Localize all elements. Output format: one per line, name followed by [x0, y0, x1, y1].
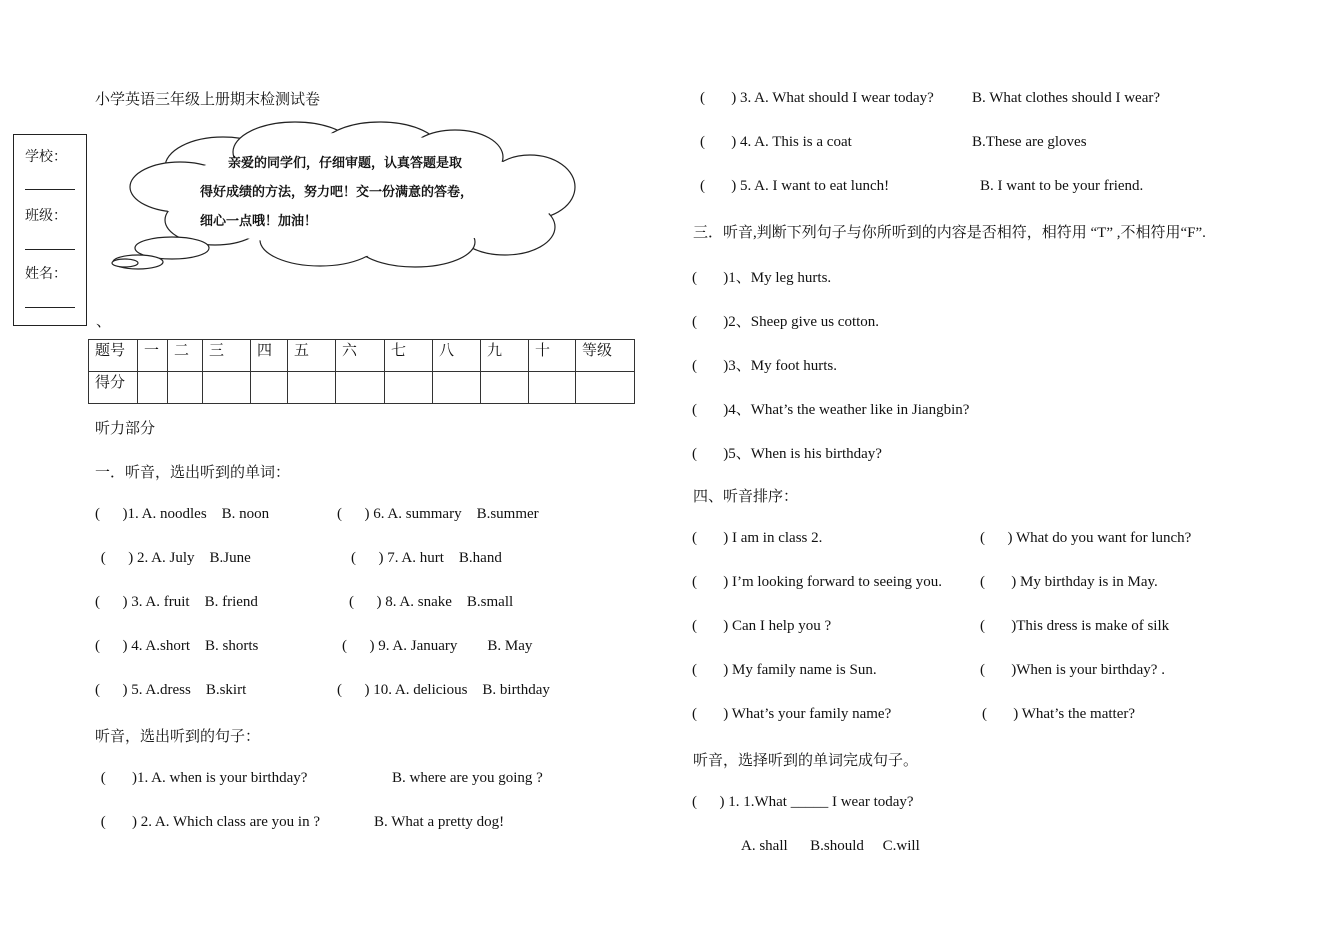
list-item: ( ) 4. A.short B. shorts — [95, 638, 259, 654]
section2-title: 听音，选出听到的句子： — [95, 729, 261, 745]
list-item: ( )1. A. noodles B. noon — [95, 506, 270, 522]
list-item: ( ) 2. A. Which class are you in ? — [97, 814, 321, 830]
score-input-cell[interactable] — [138, 372, 168, 404]
score-input-cell[interactable] — [481, 372, 529, 404]
section5-title: 听音，选择听到的单词完成句子。 — [693, 753, 919, 769]
list-item: ( ) 5. A. I want to eat lunch! — [700, 178, 890, 194]
list-item: ( ) I’m looking forward to seeing you. — [692, 574, 942, 590]
score-table — [88, 339, 635, 404]
score-table-header-row — [89, 340, 635, 372]
score-input-cell[interactable] — [251, 372, 288, 404]
list-item: ( ) What’s the matter? — [982, 706, 1136, 722]
table-cell: 五 — [288, 340, 336, 372]
list-item: ( ) What’s your family name? — [692, 706, 892, 722]
list-item: ( )1. A. when is your birthday? — [97, 770, 308, 786]
list-item: ( )1、My leg hurts. — [692, 270, 832, 286]
score-input-cell[interactable] — [385, 372, 433, 404]
name-line — [25, 307, 75, 308]
table-cell: 等级 — [576, 340, 635, 372]
score-input-cell[interactable] — [576, 372, 635, 404]
list-item: ( )When is your birthday? . — [980, 662, 1165, 678]
table-cell: 得分 — [89, 372, 138, 404]
table-cell: 一 — [138, 340, 168, 372]
list-item: ( ) 7. A. hurt B.hand — [351, 550, 502, 566]
list-item: ( ) 5. A.dress B.skirt — [95, 682, 247, 698]
score-input-cell[interactable] — [288, 372, 336, 404]
section1-title: 一．听音，选出听到的单词： — [95, 465, 291, 481]
list-item: ( )5、When is his birthday? — [692, 446, 882, 462]
class-line — [25, 249, 75, 250]
list-item: ( ) My birthday is in May. — [980, 574, 1158, 590]
list-item: ( ) What do you want for lunch? — [980, 530, 1192, 546]
list-item: B. where are you going ? — [392, 770, 543, 786]
score-input-cell[interactable] — [529, 372, 576, 404]
list-item: ( )3、My foot hurts. — [692, 358, 837, 374]
section3-title: 三．听音,判断下列句子与你所听到的内容是否相符，相符用 “T” ,不相符用“F”. — [693, 225, 1206, 241]
score-table-score-row — [89, 372, 635, 404]
list-item: ( ) Can I help you ? — [692, 618, 832, 634]
list-item: ( ) I am in class 2. — [692, 530, 823, 546]
score-input-cell[interactable] — [203, 372, 251, 404]
score-input-cell[interactable] — [168, 372, 203, 404]
list-item: B.These are gloves — [972, 134, 1087, 150]
school-line — [25, 189, 75, 190]
list-item: ( )4、What’s the weather like in Jiangbin? — [692, 402, 970, 418]
list-item: ( ) 2. A. July B.June — [97, 550, 251, 566]
greeting-line-1: 亲爱的同学们，仔细审题，认真答题是取 — [228, 156, 463, 171]
list-item: ( ) 6. A. summary B.summer — [337, 506, 539, 522]
answer-options: A. shall B.should C.will — [741, 838, 920, 854]
list-item: ( ) 3. A. fruit B. friend — [95, 594, 258, 610]
greeting-line-3: 细心一点哦！加油！ — [200, 214, 318, 229]
listening-heading: 听力部分 — [95, 421, 156, 437]
score-input-cell[interactable] — [433, 372, 481, 404]
list-item: ( ) 10. A. delicious B. birthday — [337, 682, 550, 698]
list-item: B. What clothes should I wear? — [972, 90, 1161, 106]
table-cell: 十 — [529, 340, 576, 372]
table-cell: 八 — [433, 340, 481, 372]
class-label: 班级： — [25, 209, 67, 224]
list-item: ( ) 4. A. This is a coat — [700, 134, 852, 150]
table-cell: 三 — [203, 340, 251, 372]
list-item: B. I want to be your friend. — [980, 178, 1144, 194]
score-input-cell[interactable] — [336, 372, 385, 404]
list-item: ( ) My family name is Sun. — [692, 662, 877, 678]
student-info-box — [13, 134, 87, 326]
table-cell: 九 — [481, 340, 529, 372]
list-item: ( ) 1. 1.What _____ I wear today? — [692, 794, 914, 810]
school-label: 学校： — [25, 150, 67, 165]
table-cell: 七 — [385, 340, 433, 372]
list-item: ( ) 9. A. January B. May — [342, 638, 533, 654]
list-item: ( )This dress is make of silk — [980, 618, 1170, 634]
list-item: ( ) 8. A. snake B.small — [349, 594, 514, 610]
section4-title: 四、听音排序： — [693, 489, 799, 505]
table-cell: 六 — [336, 340, 385, 372]
table-cell: 题号 — [89, 340, 138, 372]
stray-mark: 、 — [96, 314, 112, 330]
list-item: B. What a pretty dog! — [374, 814, 505, 830]
page-title: 小学英语三年级上册期末检测试卷 — [95, 92, 321, 108]
name-label: 姓名： — [25, 267, 67, 282]
list-item: ( ) 3. A. What should I wear today? — [700, 90, 934, 106]
table-cell: 四 — [251, 340, 288, 372]
list-item: ( )2、Sheep give us cotton. — [692, 314, 880, 330]
greeting-line-2: 得好成绩的方法，努力吧！交一份满意的答卷， — [200, 185, 474, 200]
table-cell: 二 — [168, 340, 203, 372]
